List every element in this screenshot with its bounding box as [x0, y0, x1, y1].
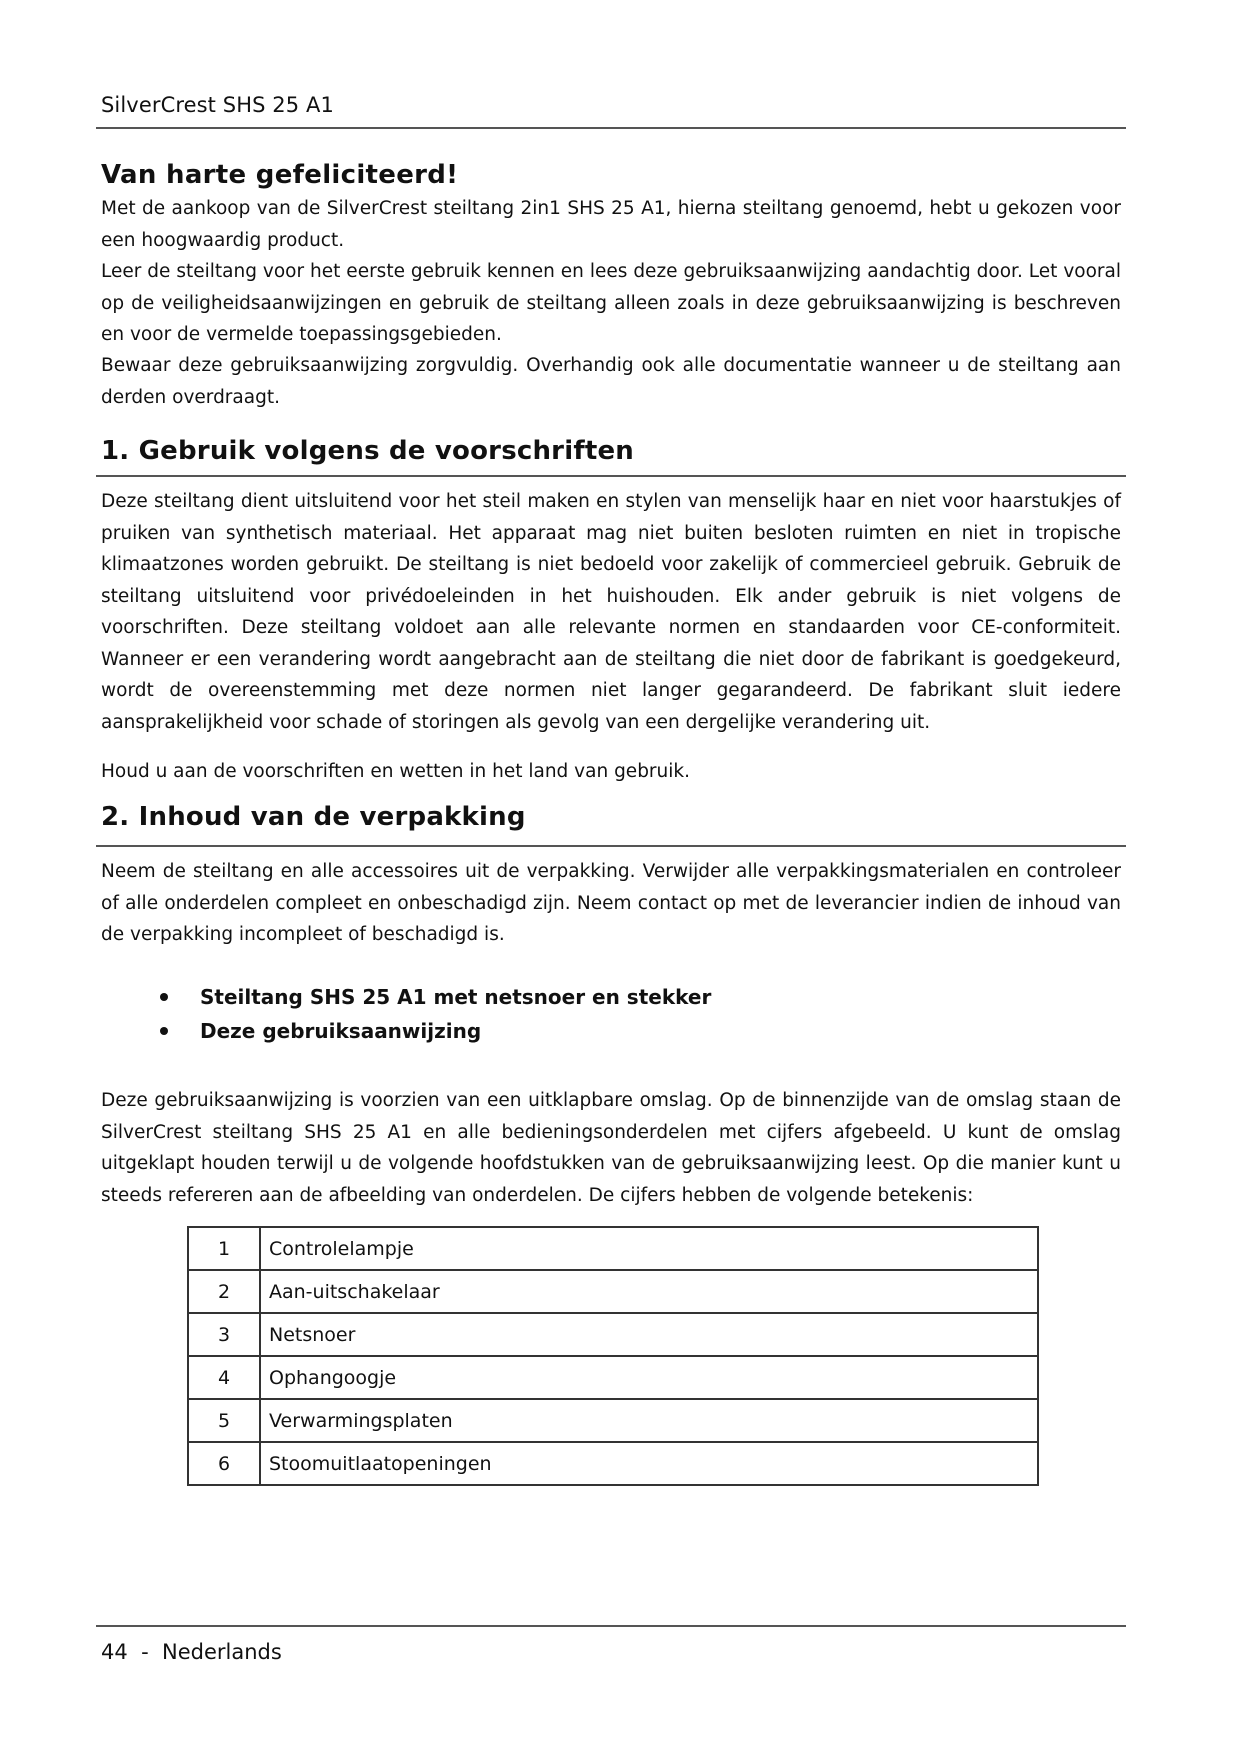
- footer-separator: -: [141, 1640, 149, 1664]
- footer-rule: [96, 1625, 1126, 1627]
- section-heading-1: 1. Gebruik volgens de voorschriften: [101, 436, 635, 466]
- footer-language: Nederlands: [162, 1640, 282, 1664]
- section-2-paragraph: Deze gebruiksaanwijzing is voorzien van een uitklapbare omslag. Op de binnenzijde van de omslag staan de SilverCrest steiltang SHS 25 A1 en alle bedieningsonderdelen met cijfers afgebeeld. U kunt de omslag uitgeklapt houden terwijl u de volgende hoofdstukken van de gebruiksaanwijzing leest. Op die manier kunt u steeds refereren aan de afbeelding van onderdelen. De cijfers hebben de volgende betekenis:: [101, 1090, 1121, 1206]
- table-row: [188, 1313, 1038, 1356]
- part-number: 3: [188, 1313, 260, 1356]
- part-number: 6: [188, 1442, 260, 1485]
- bullet-icon: [160, 993, 168, 1001]
- list-item-text: Deze gebruiksaanwijzing: [200, 1019, 482, 1043]
- header-rule: [96, 127, 1126, 129]
- list-item: [160, 980, 711, 1014]
- list-item-text: Steiltang SHS 25 A1 met netsnoer en stekker: [200, 985, 712, 1009]
- table-row: [188, 1356, 1038, 1399]
- bullet-icon: [160, 1027, 168, 1035]
- part-number: 4: [188, 1356, 260, 1399]
- section-1-paragraph: Houd u aan de voorschriften en wetten in het land van gebruik.: [101, 761, 691, 782]
- intro-paragraph: Met de aankoop van de SilverCrest steiltang 2in1 SHS 25 A1, hierna steiltang genoemd, hebt u gekozen voor een hoogwaardig product.: [101, 198, 1121, 251]
- table-row: [188, 1227, 1038, 1270]
- section-1-rule: [96, 475, 1126, 477]
- part-label: Aan-uitschakelaar: [260, 1270, 1038, 1313]
- intro-paragraph: Bewaar deze gebruiksaanwijzing zorgvuldig. Overhandig ook alle documentatie wanneer u de steiltang aan derden overdraagt.: [101, 355, 1121, 408]
- intro-title: Van harte gefeliciteerd!: [101, 160, 459, 190]
- part-number: 5: [188, 1399, 260, 1442]
- table-row: [188, 1442, 1038, 1485]
- section-2-paragraph: Neem de steiltang en alle accessoires uit de verpakking. Verwijder alle verpakkingsmaterialen en controleer of alle onderdelen compleet en onbeschadigd zijn. Neem contact op met de leverancier indien de inhoud van de verpakking incompleet of beschadigd is.: [101, 861, 1121, 945]
- part-label: Verwarmingsplaten: [260, 1399, 1038, 1442]
- section-1-paragraph: Deze steiltang dient uitsluitend voor het steil maken en stylen van menselijk haar en niet voor haarstukjes of pruiken van synthetisch materiaal. Het apparaat mag niet buiten besloten ruimten en niet in tropische klimaatzones worden gebruikt. De steiltang is niet bedoeld voor zakelijk of commercieel gebruik. Gebruik de steiltang uitsluitend voor privédoeleinden in het huishouden. Elk ander gebruik is niet volgens de voorschriften. Deze steiltang voldoet aan alle relevante normen en standaarden voor CE-conformiteit. Wanneer er een verandering wordt aangebracht aan de steiltang die niet door de fabrikant is goedgekeurd, wordt de overeenstemming met deze normen niet langer gegarandeerd. De fabrikant sluit iedere aansprakelijkheid voor schade of storingen als gevolg van een dergelijke verandering uit.: [101, 491, 1121, 733]
- part-label: Ophangoogje: [260, 1356, 1038, 1399]
- section-2-rule: [96, 845, 1126, 847]
- part-number: 2: [188, 1270, 260, 1313]
- part-label: Netsnoer: [260, 1313, 1038, 1356]
- package-contents-list: [160, 980, 711, 1048]
- part-number: 1: [188, 1227, 260, 1270]
- list-item: [160, 1014, 711, 1048]
- part-label: Stoomuitlaatopeningen: [260, 1442, 1038, 1485]
- parts-table: [187, 1226, 1039, 1486]
- table-row: [188, 1399, 1038, 1442]
- page-number: 44: [101, 1640, 128, 1664]
- running-header: SilverCrest SHS 25 A1: [101, 93, 334, 117]
- page-footer: [101, 1640, 282, 1664]
- part-label: Controlelampje: [260, 1227, 1038, 1270]
- intro-paragraph: Leer de steiltang voor het eerste gebruik kennen en lees deze gebruiksaanwijzing aandachtig door. Let vooral op de veiligheidsaanwijzingen en gebruik de steiltang alleen zoals in deze gebruiksaanwijzing is beschreven en voor de vermelde toepassingsgebieden.: [101, 261, 1121, 345]
- section-heading-2: 2. Inhoud van de verpakking: [101, 802, 526, 832]
- table-row: [188, 1270, 1038, 1313]
